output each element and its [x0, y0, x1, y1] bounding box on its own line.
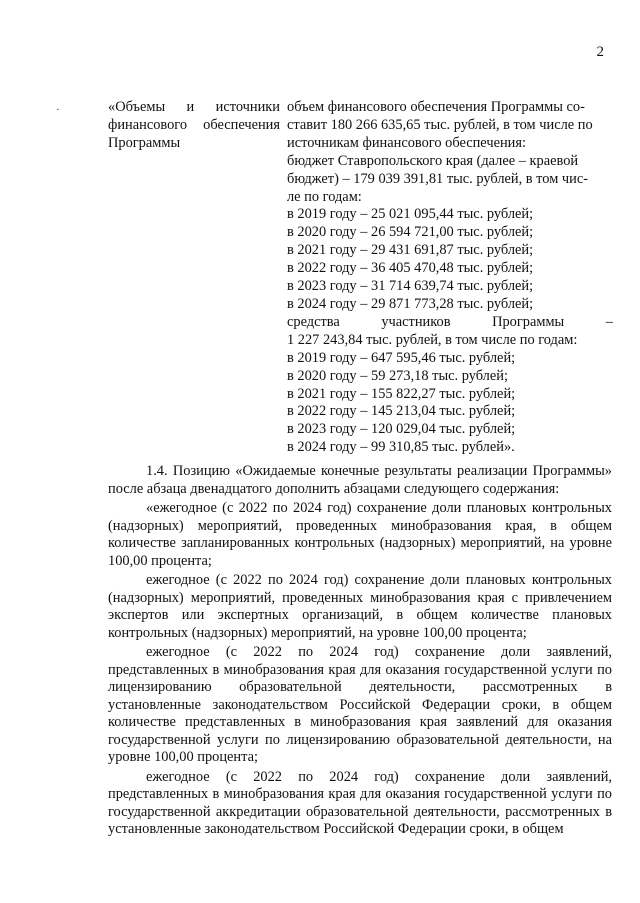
paragraph: ежегодное (с 2022 по 2024 год) сохранение доли плановых контрольных (надзорных) мероприятий, проведенных минобразования края с привлечением экспертов или экспертных организаций, в общем количестве плановых контрольных (надзорных) мероприятий, на уровне 100,00 процента;	[108, 572, 612, 641]
table-line: источникам финансового обеспечения:	[287, 134, 526, 151]
paragraph: «ежегодное (с 2022 по 2024 год) сохранение доли плановых контрольных (надзорных) мероприятий, проведенных минобразования края, в общем количестве запланированных контрольных (надзорных) мероприятий, на уровне 100,00 процента;	[108, 500, 612, 569]
table-line: в 2021 году – 155 822,27 тыс. рублей;	[287, 385, 516, 402]
paragraph: ежегодное (с 2022 по 2024 год) сохранение доли заявлений, представленных в минобразования края для оказания государственной услуги по государственной аккредитации образовательной деятельности, рассмотренных в установленные законодательством Российской Федерации сроки, в общем	[108, 768, 612, 837]
table-line: в 2021 году – 29 431 691,87 тыс. рублей;	[287, 242, 534, 259]
table-line: бюджет) – 179 039 391,81 тыс. рублей, в том чис-	[287, 170, 589, 187]
table-line: объем финансового обеспечения Программы со-	[287, 99, 585, 115]
table-line: в 2022 году – 36 405 470,48 тыс. рублей;	[287, 260, 534, 277]
table-line: в 2020 году – 59 273,18 тыс. рублей;	[287, 367, 508, 384]
table-line: ле по годам:	[287, 188, 362, 205]
table-value-cell	[287, 99, 613, 457]
table-line: бюджет Ставропольского края (далее – краевой	[287, 152, 579, 169]
body-text	[108, 463, 612, 841]
table-line: 1 227 243,84 тыс. рублей, в том числе по годам:	[287, 331, 578, 348]
page-number: 2	[596, 44, 604, 60]
table-label-cell: «Объемы и источники финансового обеспечения Программы	[108, 99, 280, 151]
table-line: в 2024 году – 29 871 773,28 тыс. рублей;	[287, 295, 534, 312]
scan-speck: ·	[56, 104, 60, 116]
table-line: в 2024 году – 99 310,85 тыс. рублей».	[287, 439, 515, 456]
table-line: в 2023 году – 31 714 639,74 тыс. рублей;	[287, 278, 534, 295]
table-line: в 2019 году – 647 595,46 тыс. рублей;	[287, 349, 516, 366]
financing-table-row	[108, 99, 613, 457]
paragraph: 1.4. Позицию «Ожидаемые конечные результаты реализации Программы» после абзаца двенадцатого дополнить абзацами следующего содержания:	[108, 463, 612, 497]
paragraph: ежегодное (с 2022 по 2024 год) сохранение доли заявлений, представленных в минобразования края для оказания государственной услуги по лицензированию образовательной деятельности, рассмотренных в установленные законодательством Российской Федерации сроки, в общем количестве представленных в минобразования края заявлений для оказания государственной услуги по лицензированию образовательной деятельности, на уровне 100,00 процента;	[108, 644, 612, 765]
table-line: в 2023 году – 120 029,04 тыс. рублей;	[287, 421, 516, 438]
table-line: в 2022 году – 145 213,04 тыс. рублей;	[287, 403, 516, 420]
table-line: ставит 180 266 635,65 тыс. рублей, в том числе по	[287, 116, 593, 133]
table-line: в 2019 году – 25 021 095,44 тыс. рублей;	[287, 206, 534, 223]
table-line: средства участников Программы –	[287, 313, 613, 330]
table-line: в 2020 году – 26 594 721,00 тыс. рублей;	[287, 224, 534, 241]
